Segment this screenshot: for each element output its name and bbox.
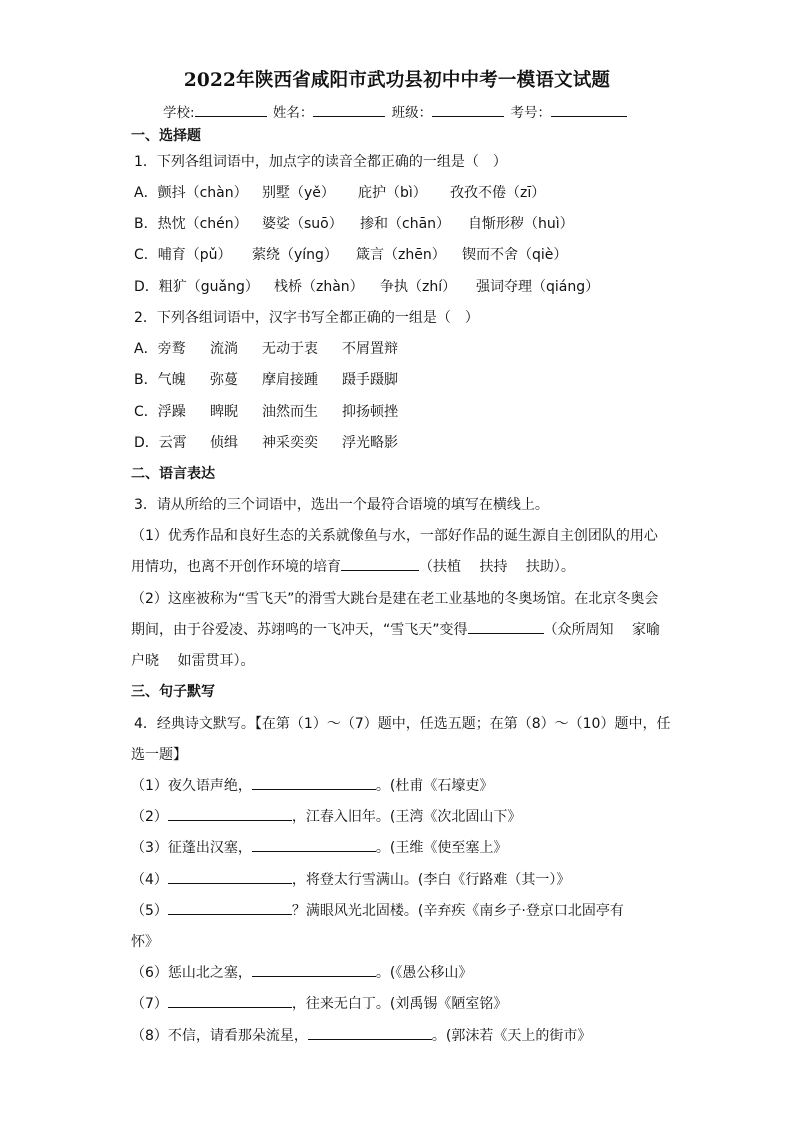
option-word: 无动于衷 (262, 341, 318, 357)
option-word: 栈桥（zhàn） (274, 279, 364, 295)
dictation-item (131, 1025, 591, 1045)
answer-blank (168, 869, 292, 884)
text-span: ，往来无白丁。(刘禹锡《陋室铭》 (291, 996, 508, 1012)
answer-blank (252, 775, 376, 790)
page-title: 2022年陕西省咸阳市武功县初中中考一模语文试题 (183, 70, 611, 91)
option-word: 婆娑（suō） (262, 216, 343, 232)
option-word: 蹑手蹑脚 (342, 372, 398, 388)
paragraph-line (131, 556, 575, 576)
option-word: 锲而不舍（qiè） (462, 247, 568, 263)
option-label: D．云霄 (134, 435, 187, 451)
option-label: D．粗犷（guǎng） (134, 279, 259, 295)
text-span: ，将登太行雪满山。(李白《行路难（其一）》 (291, 872, 571, 888)
answer-blank (168, 900, 292, 915)
text-span: ，江春入旧年。(王湾《次北固山下》 (291, 809, 522, 825)
option-word: 箴言（zhēn） (356, 247, 446, 263)
option-word: 抑扬顿挫 (342, 404, 398, 420)
paragraph-line: 怀》 (131, 934, 159, 950)
text-span: （5） (131, 903, 168, 919)
option-row (134, 338, 398, 358)
option-row (134, 369, 398, 389)
text-span: 。(王维《使至塞上》 (375, 840, 508, 856)
class-blank (432, 102, 504, 117)
school-label: 学校: (163, 105, 195, 121)
text-span: （3）征蓬出汉塞， (131, 840, 252, 856)
option-word: 掺和（chān） (360, 216, 451, 232)
school-blank (195, 102, 267, 117)
option-label: C．哺育（pǔ） (134, 247, 232, 263)
section-heading: 三、句子默写 (131, 684, 215, 700)
exam-number-label: 考号： (510, 105, 551, 121)
question-stem: 4．经典诗文默写。【在第（1）～（7）题中，任选五题；在第（8）～（10）题中，任 (134, 716, 671, 732)
text-span: 期间，由于谷爱凌、苏翊鸣的一飞冲天，“雪飞天”变得 (131, 622, 468, 638)
answer-blank (252, 962, 376, 977)
option-row (134, 244, 567, 264)
option-word: 侦缉 (210, 435, 238, 451)
dictation-item (131, 837, 507, 857)
paragraph-line: （2）这座被称为“雪飞天”的滑雪大跳台是建在老工业基地的冬奥场馆。在北京冬奥会 (131, 591, 659, 607)
section-heading: 二、语言表达 (131, 466, 215, 482)
option-word: 别墅（yě） (262, 185, 335, 201)
option-label: A．颤抖（chàn） (134, 185, 248, 201)
option-word: 弥蔓 (210, 372, 238, 388)
text-span: 。(杜甫《石壕吏》 (375, 778, 494, 794)
option-word: 强词夺理（qiáng） (476, 279, 600, 295)
answer-blank (168, 806, 292, 821)
option-label: C．浮躁 (134, 404, 186, 420)
dictation-item (131, 962, 472, 982)
paragraph-line: 户晓 如雷贯耳）。 (131, 653, 255, 669)
answer-blank (341, 556, 419, 571)
choice-words: （扶植 扶持 扶助）。 (419, 559, 575, 575)
question-stem: 选一题】 (131, 747, 187, 763)
option-row (134, 182, 545, 202)
name-label: 姓名： (272, 105, 314, 121)
text-span: （1）夜久语声绝， (131, 778, 252, 794)
option-row (134, 432, 398, 452)
option-label: B．热忱（chén） (134, 216, 248, 232)
option-row (134, 213, 574, 233)
dictation-item (131, 993, 507, 1013)
answer-blank (168, 993, 292, 1008)
class-label: 班级： (391, 105, 433, 121)
text-span: 。(《愚公移山》 (375, 965, 473, 981)
text-span: （2） (131, 809, 168, 825)
text-span: （4） (131, 872, 168, 888)
option-word: 不屑置辩 (342, 341, 398, 357)
text-span: （7） (131, 996, 168, 1012)
option-word: 自惭形秽（huì） (468, 216, 574, 232)
option-word: 争执（zhí） (380, 279, 457, 295)
student-info-row (163, 101, 629, 121)
text-span: ？满眼风光北固楼。(辛弃疾《南乡子·登京口北固亭有 (291, 903, 624, 919)
text-span: 用情功，也离不开创作环境的培育 (131, 559, 341, 575)
option-word: 油然而生 (262, 404, 318, 420)
option-word: 睥睨 (210, 404, 238, 420)
name-blank (313, 102, 385, 117)
question-stem: 1．下列各组词语中，加点字的读音全都正确的一组是（ ） (134, 154, 507, 170)
option-word: 神采奕奕 (262, 435, 318, 451)
option-row (134, 401, 398, 421)
dictation-item (131, 806, 521, 826)
text-span: （6）惩山北之塞， (131, 965, 252, 981)
question-stem: 2．下列各组词语中，汉字书写全都正确的一组是（ ） (134, 310, 479, 326)
option-word: 孜孜不倦（zī） (450, 185, 546, 201)
exam-number-blank (551, 102, 627, 117)
text-span: 。(郭沫若《天上的街市》 (431, 1028, 592, 1044)
paragraph-line (131, 619, 660, 639)
question-stem: 3．请从所给的三个词语中，选出一个最符合语境的填写在横线上。 (134, 497, 549, 513)
choice-words: （众所周知 家喻 (543, 622, 660, 638)
option-label: B．气魄 (134, 372, 186, 388)
dictation-item (131, 775, 493, 795)
option-word: 庇护（bì） (358, 185, 427, 201)
option-word: 流淌 (210, 341, 238, 357)
answer-blank (252, 837, 376, 852)
text-span: （8）不信，请看那朵流星， (131, 1028, 308, 1044)
option-label: A．旁鹜 (134, 341, 186, 357)
paragraph-line: （1）优秀作品和良好生态的关系就像鱼与水，一部好作品的诞生源自主创团队的用心 (131, 528, 658, 544)
option-word: 浮光略影 (342, 435, 398, 451)
option-word: 萦绕（yíng） (252, 247, 338, 263)
section-heading: 一、选择题 (131, 128, 201, 144)
option-row (134, 276, 599, 296)
option-word: 摩肩接踵 (262, 372, 318, 388)
answer-blank (308, 1025, 432, 1040)
dictation-item (131, 900, 624, 920)
answer-blank (468, 619, 544, 634)
dictation-item (131, 869, 570, 889)
